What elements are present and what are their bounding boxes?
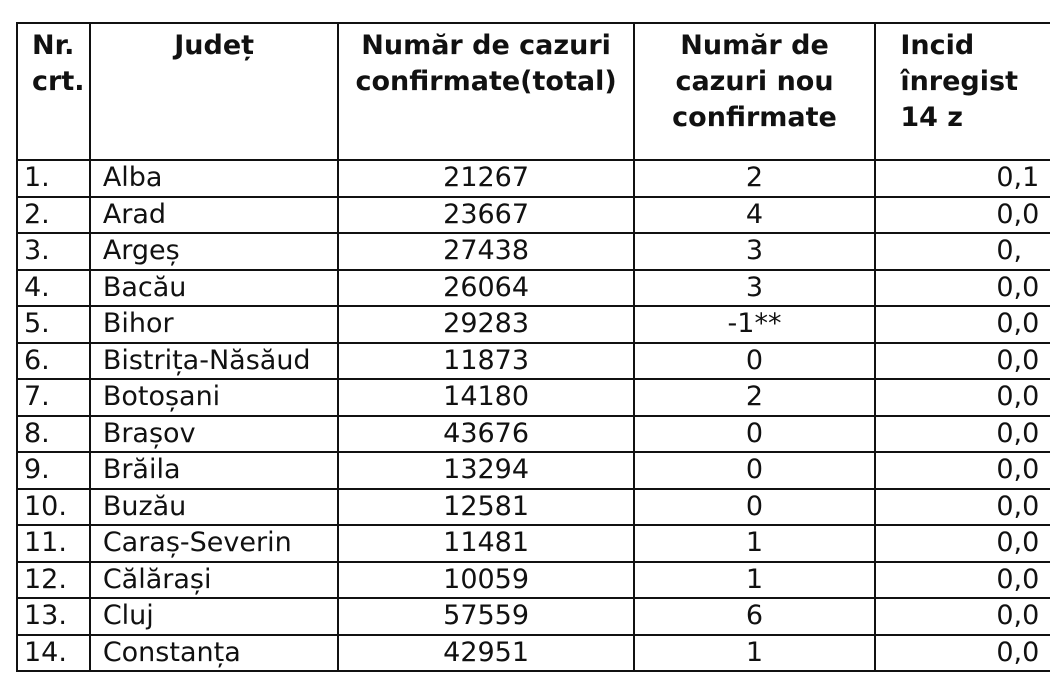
header-total-cases: Număr de cazuri confirmate(total) [338,23,633,160]
cell-county: Argeș [90,233,339,270]
table-row [17,233,1050,270]
cell-county: Brașov [90,416,339,453]
cell-nr: 11. [17,525,90,562]
cell-total-cases: 11873 [338,343,633,380]
cell-county: Bacău [90,270,339,307]
cell-total-cases: 29283 [338,306,633,343]
cell-total-cases: 57559 [338,598,633,635]
cell-new-cases: 2 [634,160,876,197]
cell-new-cases: 2 [634,379,876,416]
cell-new-cases: 3 [634,270,876,307]
county-cases-table-container [16,22,1050,672]
cell-total-cases: 43676 [338,416,633,453]
cell-incidence: 0,0 [875,635,1050,672]
cell-total-cases: 42951 [338,635,633,672]
table-row [17,160,1050,197]
cell-nr: 6. [17,343,90,380]
cell-new-cases: 6 [634,598,876,635]
cell-total-cases: 12581 [338,489,633,526]
cell-county: Buzău [90,489,339,526]
table-row [17,197,1050,234]
cell-total-cases: 14180 [338,379,633,416]
header-nr-crt: Nr. crt. [17,23,90,160]
cell-incidence: 0,1 [875,160,1050,197]
cell-incidence: 0,0 [875,489,1050,526]
cell-incidence: 0,0 [875,452,1050,489]
cell-new-cases: 0 [634,416,876,453]
table-row [17,598,1050,635]
cell-incidence: 0,0 [875,270,1050,307]
cell-incidence: 0,0 [875,197,1050,234]
cell-incidence: 0, [875,233,1050,270]
table-row [17,525,1050,562]
cell-nr: 14. [17,635,90,672]
cell-nr: 13. [17,598,90,635]
cell-county: Caraș-Severin [90,525,339,562]
cell-new-cases: 1 [634,525,876,562]
cell-new-cases: 3 [634,233,876,270]
cell-nr: 5. [17,306,90,343]
cell-total-cases: 27438 [338,233,633,270]
cell-nr: 2. [17,197,90,234]
cell-nr: 7. [17,379,90,416]
cell-county: Alba [90,160,339,197]
table-row [17,416,1050,453]
cell-nr: 3. [17,233,90,270]
header-incidence: Incid înregist 14 z [875,23,1050,160]
cell-incidence: 0,0 [875,379,1050,416]
cell-county: Brăila [90,452,339,489]
cell-new-cases: 1 [634,562,876,599]
cell-total-cases: 11481 [338,525,633,562]
cell-nr: 1. [17,160,90,197]
table-row [17,306,1050,343]
header-new-cases: Număr de cazuri nou confirmate [634,23,876,160]
table-row [17,379,1050,416]
cell-new-cases: 0 [634,452,876,489]
cell-new-cases: 0 [634,489,876,526]
cell-total-cases: 10059 [338,562,633,599]
cell-county: Botoșani [90,379,339,416]
cell-incidence: 0,0 [875,525,1050,562]
table-body [17,160,1050,671]
cell-new-cases: 1 [634,635,876,672]
county-cases-table [16,22,1050,672]
cell-nr: 9. [17,452,90,489]
table-row [17,489,1050,526]
cell-county: Bihor [90,306,339,343]
cell-incidence: 0,0 [875,343,1050,380]
cell-total-cases: 21267 [338,160,633,197]
table-row [17,562,1050,599]
header-row [17,23,1050,160]
cell-total-cases: 23667 [338,197,633,234]
cell-nr: 4. [17,270,90,307]
cell-incidence: 0,0 [875,416,1050,453]
cell-incidence: 0,0 [875,598,1050,635]
cell-new-cases: -1** [634,306,876,343]
cell-nr: 10. [17,489,90,526]
table-header [17,23,1050,160]
cell-total-cases: 13294 [338,452,633,489]
header-judet: Județ [90,23,339,160]
cell-new-cases: 0 [634,343,876,380]
cell-incidence: 0,0 [875,306,1050,343]
table-row [17,270,1050,307]
table-row [17,452,1050,489]
cell-nr: 8. [17,416,90,453]
cell-county: Constanța [90,635,339,672]
cell-new-cases: 4 [634,197,876,234]
cell-county: Călărași [90,562,339,599]
cell-county: Arad [90,197,339,234]
cell-county: Cluj [90,598,339,635]
cell-nr: 12. [17,562,90,599]
table-row [17,343,1050,380]
cell-total-cases: 26064 [338,270,633,307]
table-row [17,635,1050,672]
cell-incidence: 0,0 [875,562,1050,599]
cell-county: Bistrița-Năsăud [90,343,339,380]
